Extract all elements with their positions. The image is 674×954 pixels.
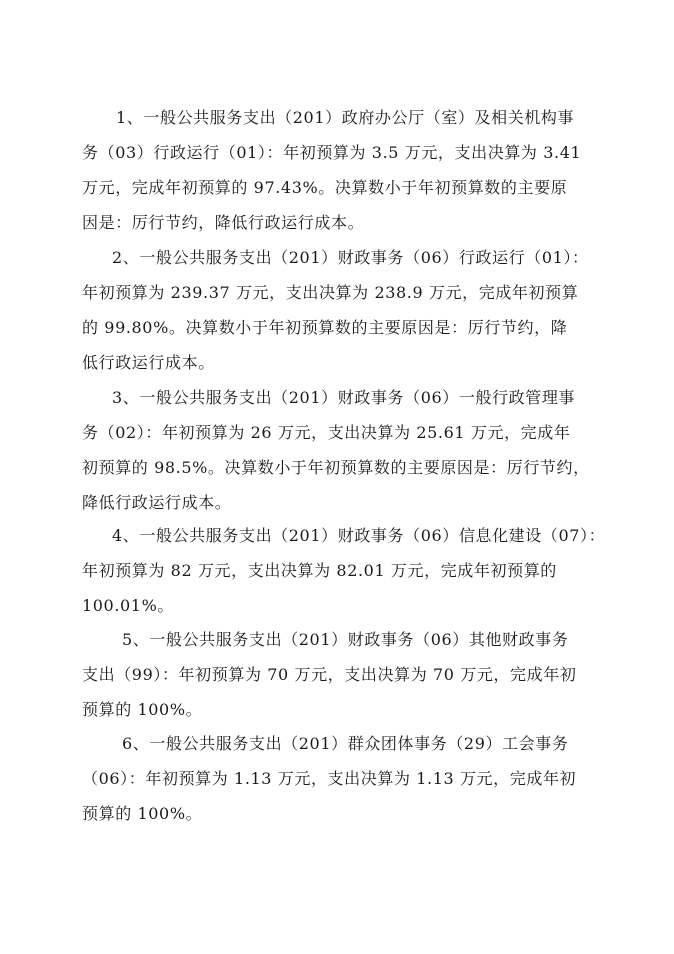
paragraph-line: 1、一般公共服务支出（201）政府办公厅（室）及相关机构事 — [116, 108, 575, 127]
paragraph-line: 预算的 100%。 — [82, 804, 203, 823]
paragraph-line: 降低行政运行成本。 — [82, 493, 232, 512]
paragraph-2 — [82, 240, 602, 380]
paragraph-line: 6、一般公共服务支出（201）群众团体事务（29）工会事务 — [122, 734, 569, 753]
paragraph-line: 3、一般公共服务支出（201）财政事务（06）一般行政管理事 — [112, 388, 576, 407]
paragraph-6 — [82, 726, 602, 831]
paragraph-line: 务（03）行政运行（01）：年初预算为 3.5 万元，支出决算为 3.41 — [82, 143, 582, 162]
paragraph-line: 初预算的 98.5%。决算数小于年初预算数的主要原因是：厉行节约， — [82, 458, 590, 477]
paragraph-line: 因是：厉行节约，降低行政运行成本。 — [82, 213, 365, 232]
paragraph-line: 务（02）：年初预算为 26 万元，支出决算为 25.61 万元，完成年 — [82, 423, 571, 442]
paragraph-3 — [82, 380, 602, 520]
paragraph-line: （06）：年初预算为 1.13 万元，支出决算为 1.13 万元，完成年初 — [82, 769, 577, 788]
paragraph-line: 预算的 100%。 — [82, 700, 203, 719]
paragraph-line: 5、一般公共服务支出（201）财政事务（06）其他财政事务 — [122, 630, 569, 649]
paragraph-line: 万元，完成年初预算的 97.43%。决算数小于年初预算数的主要原 — [82, 178, 568, 197]
paragraph-line: 支出（99）：年初预算为 70 万元，支出决算为 70 万元，完成年初 — [82, 665, 577, 684]
paragraph-1 — [82, 100, 602, 240]
paragraph-line: 2、一般公共服务支出（201）财政事务（06）行政运行（01）： — [112, 248, 589, 267]
paragraph-5 — [82, 622, 602, 727]
paragraph-line: 的 99.80%。决算数小于年初预算数的主要原因是：厉行节约，降 — [82, 318, 568, 337]
paragraph-line: 年初预算为 82 万元，支出决算为 82.01 万元，完成年初预算的 — [82, 561, 557, 580]
paragraph-4 — [82, 518, 606, 623]
paragraph-line: 低行政运行成本。 — [82, 353, 215, 372]
paragraph-line: 4、一般公共服务支出（201）财政事务（06）信息化建设（07）： — [112, 526, 606, 545]
paragraph-line: 年初预算为 239.37 万元，支出决算为 238.9 万元，完成年初预算 — [82, 283, 579, 302]
paragraph-line: 100.01%。 — [82, 596, 174, 615]
